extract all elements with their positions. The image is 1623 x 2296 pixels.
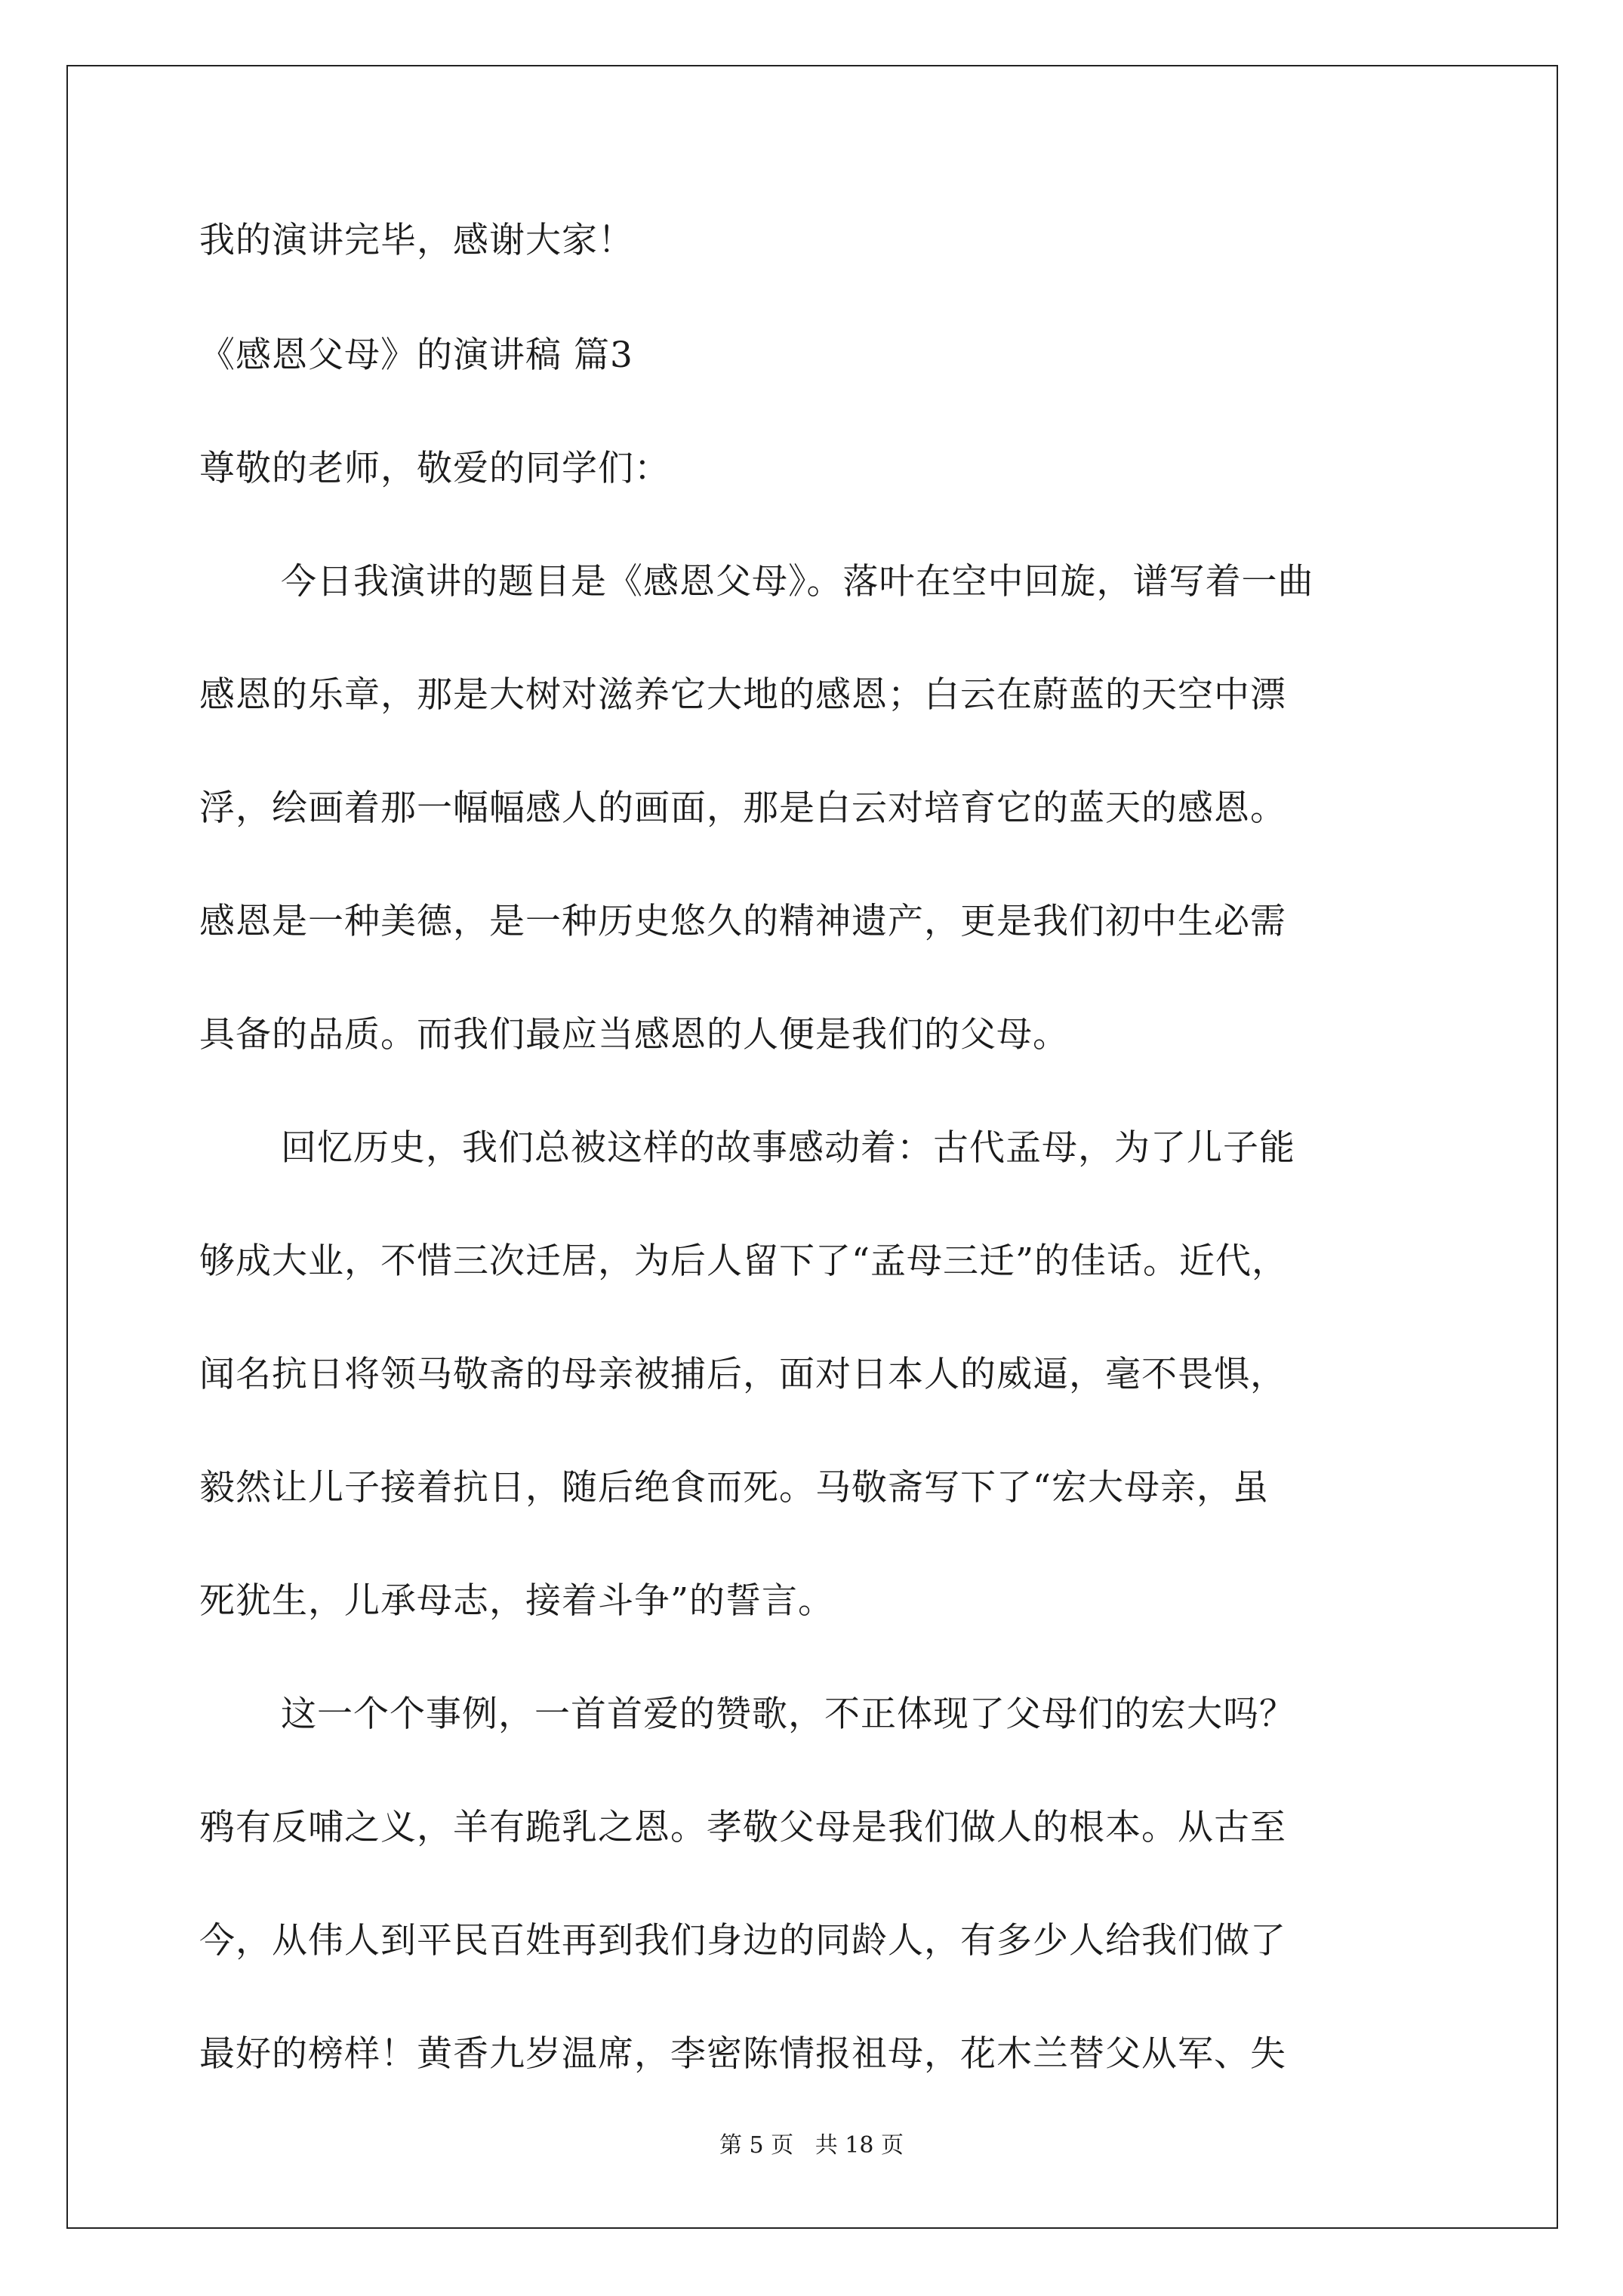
paragraph-line: 今，从伟人到平民百姓再到我们身边的同龄人，有多少人给我们做了 xyxy=(199,1920,1286,1962)
page-number-footer: 第 5 页 共 18 页 xyxy=(719,2132,904,2159)
paragraph-line: 回忆历史，我们总被这样的故事感动着：古代孟母，为了儿子能 xyxy=(281,1127,1295,1169)
paragraph-line: 浮，绘画着那一幅幅感人的画面，那是白云对培育它的蓝天的感恩。 xyxy=(199,787,1286,829)
paragraph-line: 死犹生，儿承母志，接着斗争”的誓言。 xyxy=(199,1580,835,1622)
paragraph-line: 今日我演讲的题目是《感恩父母》。落叶在空中回旋，谱写着一曲 xyxy=(281,561,1314,603)
paragraph-line: 具备的品质。而我们最应当感恩的人便是我们的父母。 xyxy=(199,1014,1069,1056)
paragraph-line: 够成大业，不惜三次迁居，为后人留下了“孟母三迁”的佳话。近代， xyxy=(199,1240,1289,1282)
paragraph-line: 感恩的乐章，那是大树对滋养它大地的感恩；白云在蔚蓝的天空中漂 xyxy=(199,674,1286,716)
paragraph-line: 感恩是一种美德，是一种历史悠久的精神遗产，更是我们初中生必需 xyxy=(199,901,1286,942)
closing-line: 我的演讲完毕，感谢大家！ xyxy=(199,220,634,261)
paragraph-line: 这一个个事例，一首首爱的赞歌，不正体现了父母们的宏大吗？ xyxy=(281,1693,1295,1735)
paragraph-line: 闻名抗日将领马敬斋的母亲被捕后，面对日本人的威逼，毫不畏惧， xyxy=(199,1354,1286,1395)
paragraph-line: 最好的榜样！黄香九岁温席，李密陈情报祖母，花木兰替父从军、失 xyxy=(199,2033,1286,2075)
paragraph-line: 毅然让儿子接着抗日，随后绝食而死。马敬斋写下了“宏大母亲，虽 xyxy=(199,1467,1270,1509)
section-title: 《感恩父母》的演讲稿 篇3 xyxy=(199,334,633,376)
salutation: 尊敬的老师，敬爱的同学们： xyxy=(199,448,670,489)
paragraph-line: 鸦有反哺之义，羊有跪乳之恩。孝敬父母是我们做人的根本。从古至 xyxy=(199,1807,1286,1848)
